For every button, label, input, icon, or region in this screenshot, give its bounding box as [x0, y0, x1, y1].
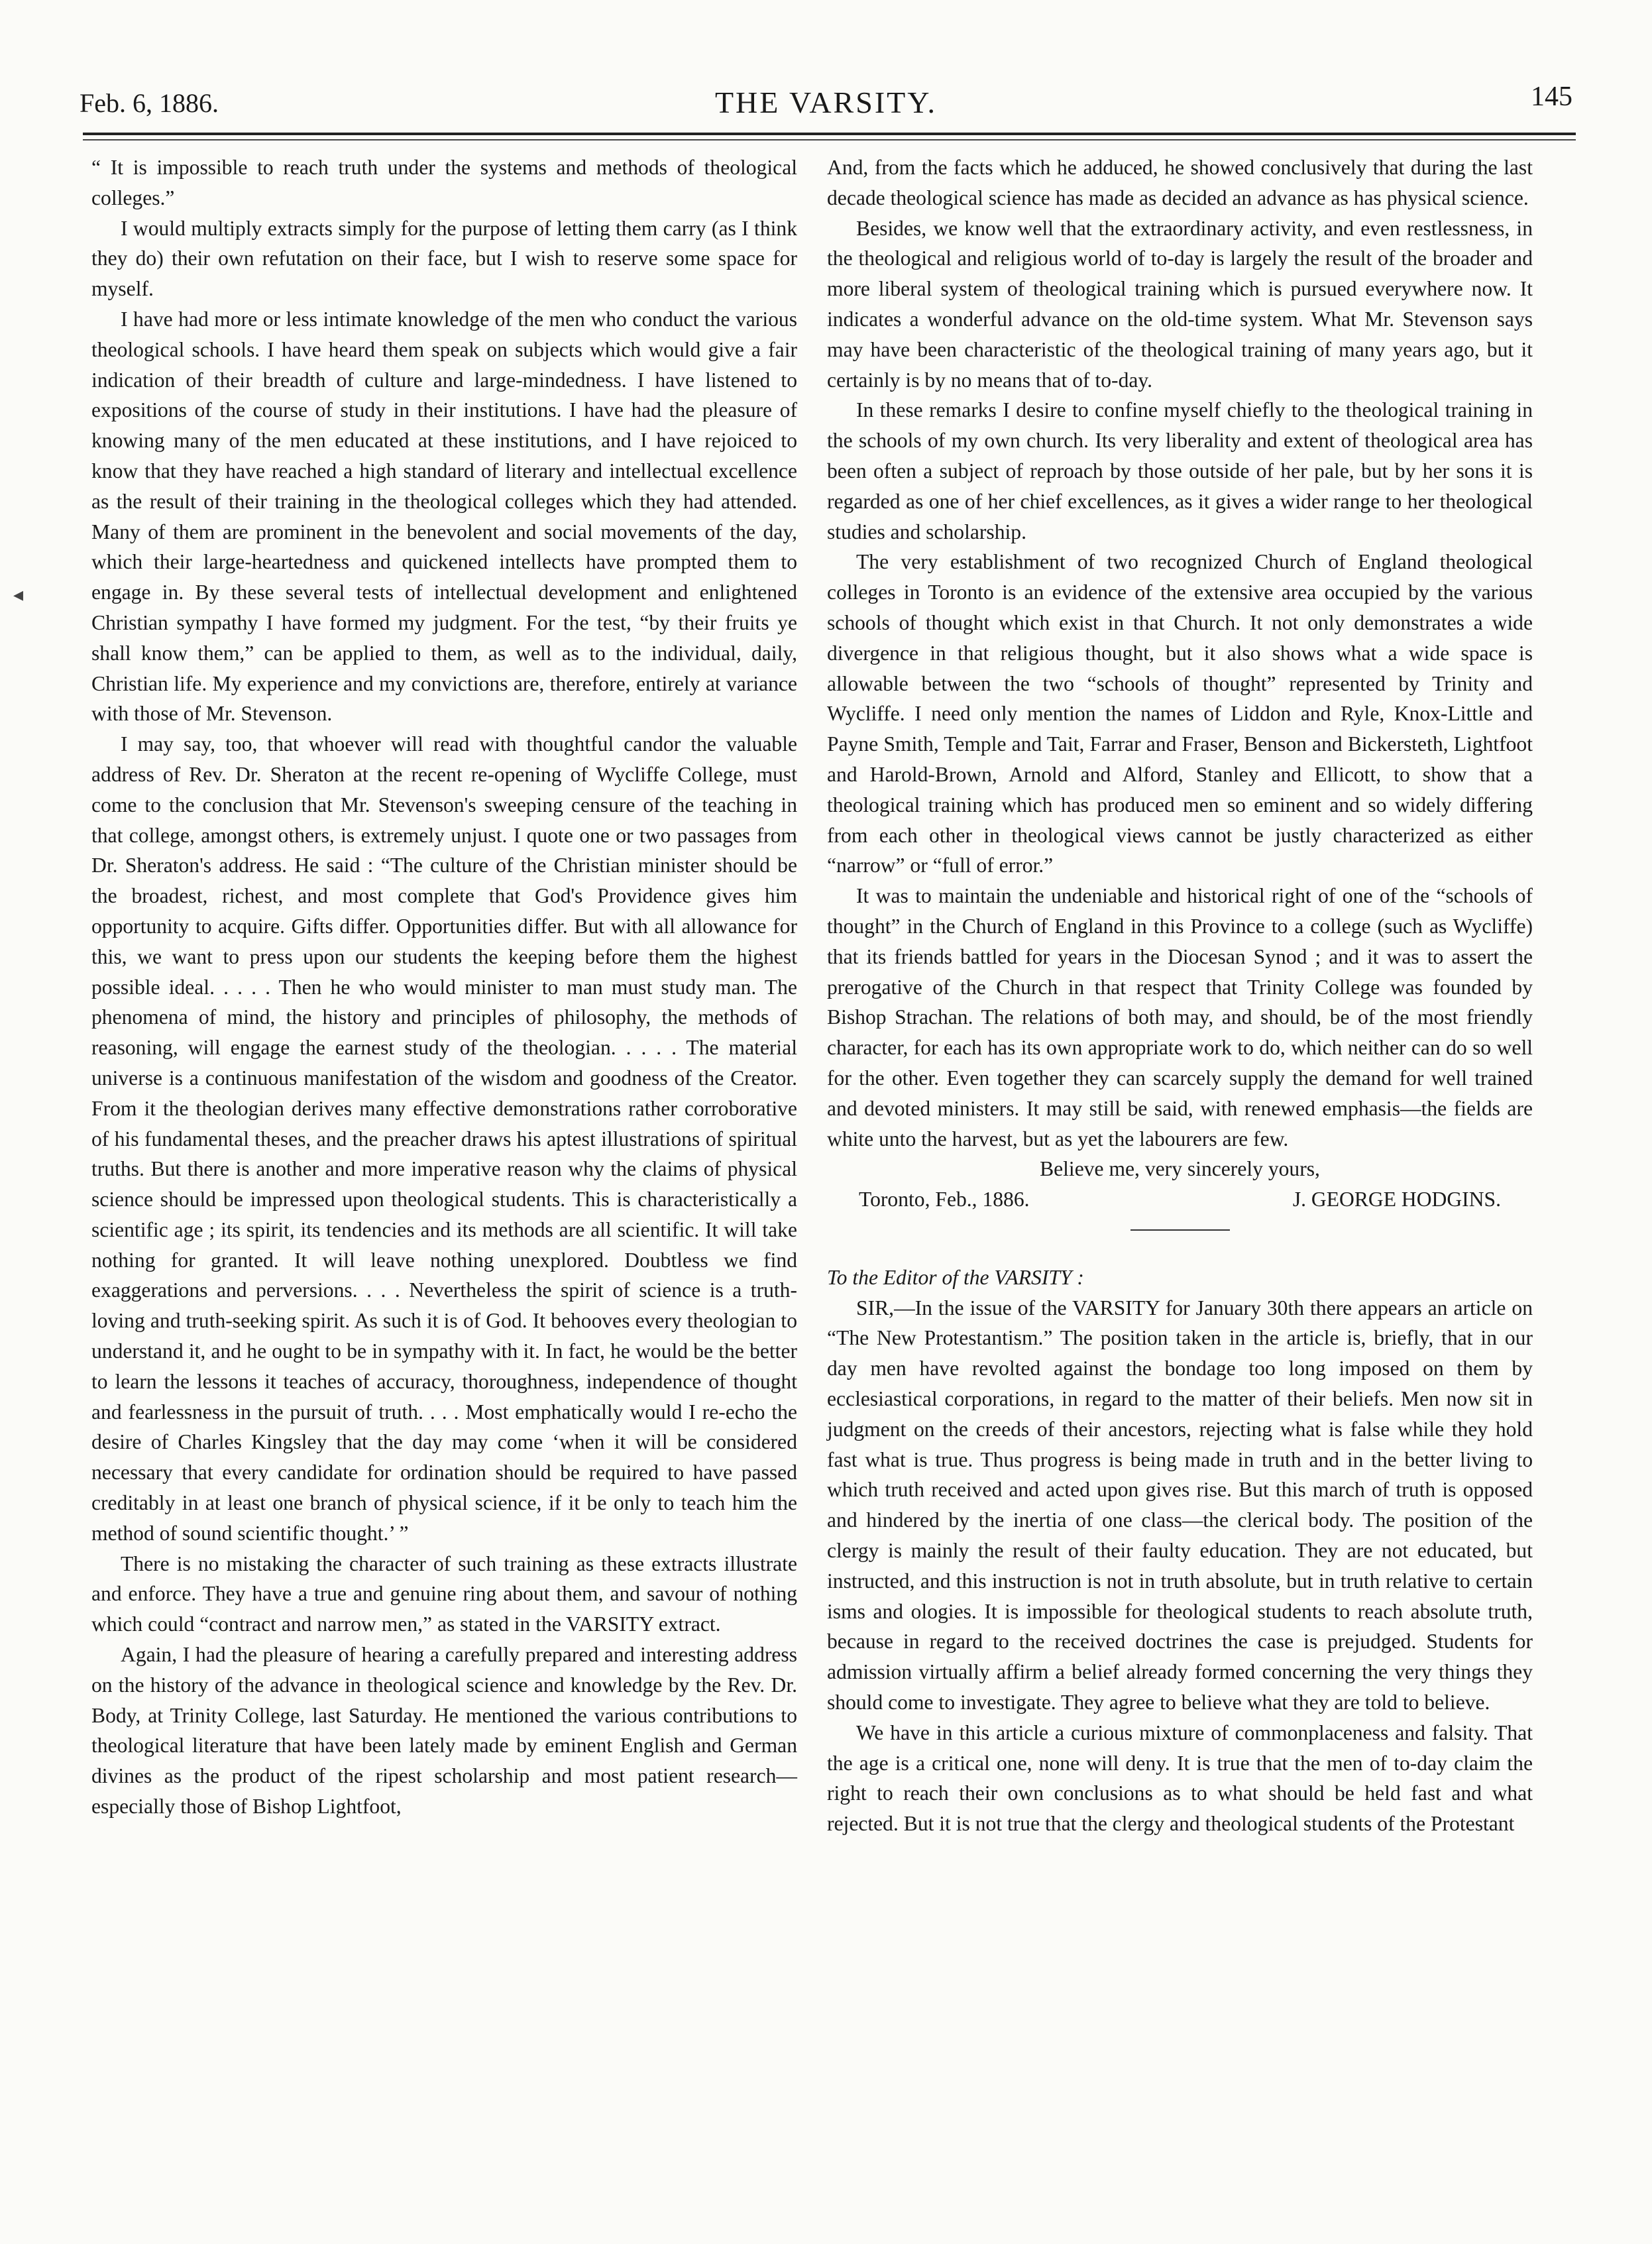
- paragraph: I would multiply extracts simply for the purpose of letting them carry (as I think they do) their own refutation on their face, but I wish to reserve some space for myself.: [91, 216, 797, 301]
- paragraph: The very establishment of two recognized Church of England theological colleges in Toronto is an evidence of the extensive area occupied by the various schools of thought which exist in that Church. It not only demonstrates a wide divergence in that religious thought, but it also shows what a wide space is allowable between the two “schools of thought” represented by Trinity and Wycliffe. I need only mention the names of Liddon and Ryle, Knox-Little and Payne Smith, Temple and Tait, Farrar and Fraser, Benson and Bickersteth, Lightfoot and Harold-Brown, Arnold and Alford, Stanley and Ellicott, to show that a theological training which has produced men so eminent and so widely differing from each other in theological views cannot be justly characterized as either “narrow” or “full of error.”: [827, 550, 1533, 877]
- letter-closing: Believe me, very sincerely yours,: [1040, 1157, 1320, 1181]
- page-header: [80, 78, 1572, 131]
- margin-mark-icon: ◂: [13, 584, 24, 606]
- paragraph: “ It is impossible to reach truth under the systems and methods of theological colleges.”: [91, 156, 797, 209]
- header-rule-thick: [83, 133, 1576, 135]
- left-column: [91, 152, 797, 1822]
- paragraph: I may say, too, that whoever will read with thoughtful candor the valuable address of Rev. Dr. Sheraton at the recent re-opening of Wycliffe College, must come to the conclusion that Mr. Stevenson's sweeping censure of the teaching in that college, amongst others, is extremely unjust. I quote one or two passages from Dr. Sheraton's address. He said : “The culture of the Christian minister should be the broadest, richest, and most complete that God's Providence gives him opportunity to acquire. Gifts differ. Opportunities differ. But with all allowance for this, we want to press upon our students the keeping before them the highest possible ideal. . . . . Then he who would minister to man must study man. The phenomena of mind, the history and principles of philosophy, the methods of reasoning, will engage the earnest study of the theologian. . . . . The material universe is a continuous manifestation of the wisdom and goodness of the Creator. From it the theologian derives many effective demonstrations rather corroborative of his fundamental theses, and the preacher draws his aptest illustrations of spiritual truths. But there is another and more imperative reason why the claims of physical science should be impressed upon theological students. This is characteristically a scientific age ; its spirit, its tendencies and its methods are all scientific. It will take nothing for granted. It will leave nothing unexplored. Doubtless we find exaggerations and perversions. . . . Nevertheless the spirit of science is a truth-loving and truth-seeking spirit. As such it is of God. It behooves every theologian to understand it, and he ought to be in sympathy with it. In fact, he would be the better to learn the lessons it teaches of accuracy, thoroughness, independence of thought and fearlessness in the pursuit of truth. . . . Most emphatically would I re-echo the desire of Charles Kingsley that the day may come ‘when it will be considered necessary that every candidate for ordination should be required to have passed creditably in at least one branch of physical science, if it be only to teach him the method of sound scientific thought.’ ”: [91, 732, 797, 1545]
- signature-line: [827, 1184, 1533, 1215]
- paragraph: It was to maintain the undeniable and historical right of one of the “schools of thought” in the Church of England in this Province to a college (such as Wycliffe) that its friends battled for years in the Diocesan Synod ; and it was to assert the prerogative of the Church in that respect that Trinity College was founded by Bishop Strachan. The relations of both may, and should, be of the most friendly character, for each has its own appropriate work to do, which neither can do so well for the other. Even together they can scarcely supply the demand for well trained and devoted ministers. It may still be said, with renewed emphasis—the fields are white unto the harvest, but as yet the labourers are few.: [827, 884, 1533, 1150]
- paragraph: In these remarks I desire to confine myself chiefly to the theological training in the schools of my own church. Its very liberality and extent of theological area has been often a subject of reproach by those outside of her pale, but by her sons it is regarded as one of her chief excellences, as it gives a wider range to her theological studies and scholarship.: [827, 398, 1533, 543]
- paragraph: SIR,—In the issue of the VARSITY for January 30th there appears an article on “The New Protestantism.” The position taken in the article is, briefly, that in our day men have revolted against the bondage too long imposed on them by ecclesiastical corporations, in regard to the matter of their beliefs. Men now sit in judgment on the creeds of their ancestors, rejecting what is false while they hold fast what is true. Thus progress is being made in truth and in the better living to which truth received and acted upon gives rise. But this march of truth is opposed and hindered by the inertia of one class—the clerical body. The position of the clergy is mainly the result of their faulty education. They are not educated, but instructed, and this instruction is not in truth absolute, but in truth relative to certain isms and ologies. It is impossible for theological students to reach absolute truth, because in regard to the received doctrines the case is prejudged. Students for admission virtually affirm a belief already formed concerning the very things they should come to investigate. They agree to believe what they are told to believe.: [827, 1296, 1533, 1714]
- section-divider: [1130, 1229, 1230, 1231]
- paragraph: I have had more or less intimate knowledge of the men who conduct the various theological schools. I have heard them speak on subjects which would give a fair indication of their breadth of culture and large-mindedness. I have listened to expositions of the course of study in their institutions. I have had the pleasure of knowing many of the men educated at these institutions, and I have rejoiced to know that they have reached a high standard of literary and intellectual excellence as the result of their training in the theological colleges which they had attended. Many of them are prominent in the benevolent and social movements of the day, which their large-heartedness and quickened intellects have prompted them to engage in. By these several tests of intellectual development and enlightened Christian sympathy I have formed my judgment. For the test, “by their fruits ye shall know them,” can be applied to them, as well as to the individual, daily, Christian life. My experience and my convictions are, therefore, entirely at variance with those of Mr. Stevenson.: [91, 307, 797, 726]
- paragraph: Besides, we know well that the extraordinary activity, and even restlessness, in the theological and religious world of to-day is largely the result of the broader and more liberal system of theological training which is pursued everywhere now. It indicates a wonderful advance on the old-time system. What Mr. Stevenson says may have been characteristic of the theological training of many years ago, but it certainly is by no means that of to-day.: [827, 216, 1533, 392]
- signature-place-date: Toronto, Feb., 1886.: [859, 1188, 1030, 1211]
- paragraph: We have in this article a curious mixture of commonplaceness and falsity. That the age is a critical one, none will deny. It is true that the men of to-day claim the right to reach their own conclusions as to what should be held fast and what rejected. But it is not true that the clergy and theological students of the Protestant: [827, 1720, 1533, 1836]
- signature-name: J. GEORGE HODGINS.: [1292, 1188, 1501, 1211]
- page-number: 145: [1531, 82, 1572, 112]
- issue-date: Feb. 6, 1886.: [80, 88, 219, 118]
- masthead-title: THE VARSITY.: [714, 85, 938, 119]
- paragraph: And, from the facts which he adduced, he showed conclusively that during the last decade theological science has made as decided an advance as has physical science.: [827, 156, 1533, 209]
- paragraph: There is no mistaking the character of such training as these extracts illustrate and enforce. They have a true and genuine ring about them, and savour of nothing which could “contract and narrow men,” as stated in the VARSITY extract.: [91, 1551, 797, 1636]
- paragraph: Again, I had the pleasure of hearing a carefully prepared and interesting address on the history of the advance in theological science and knowledge by the Rev. Dr. Body, at Trinity College, last Saturday. He mentioned the various contributions to theological literature that have been lately made by eminent English and German divines as the product of the ripest scholarship and most patient research—especially those of Bishop Lightfoot,: [91, 1643, 797, 1819]
- letter-salutation: To the Editor of the VARSITY :: [827, 1265, 1084, 1289]
- header-rule-thin: [83, 139, 1576, 140]
- right-column: [827, 152, 1533, 1839]
